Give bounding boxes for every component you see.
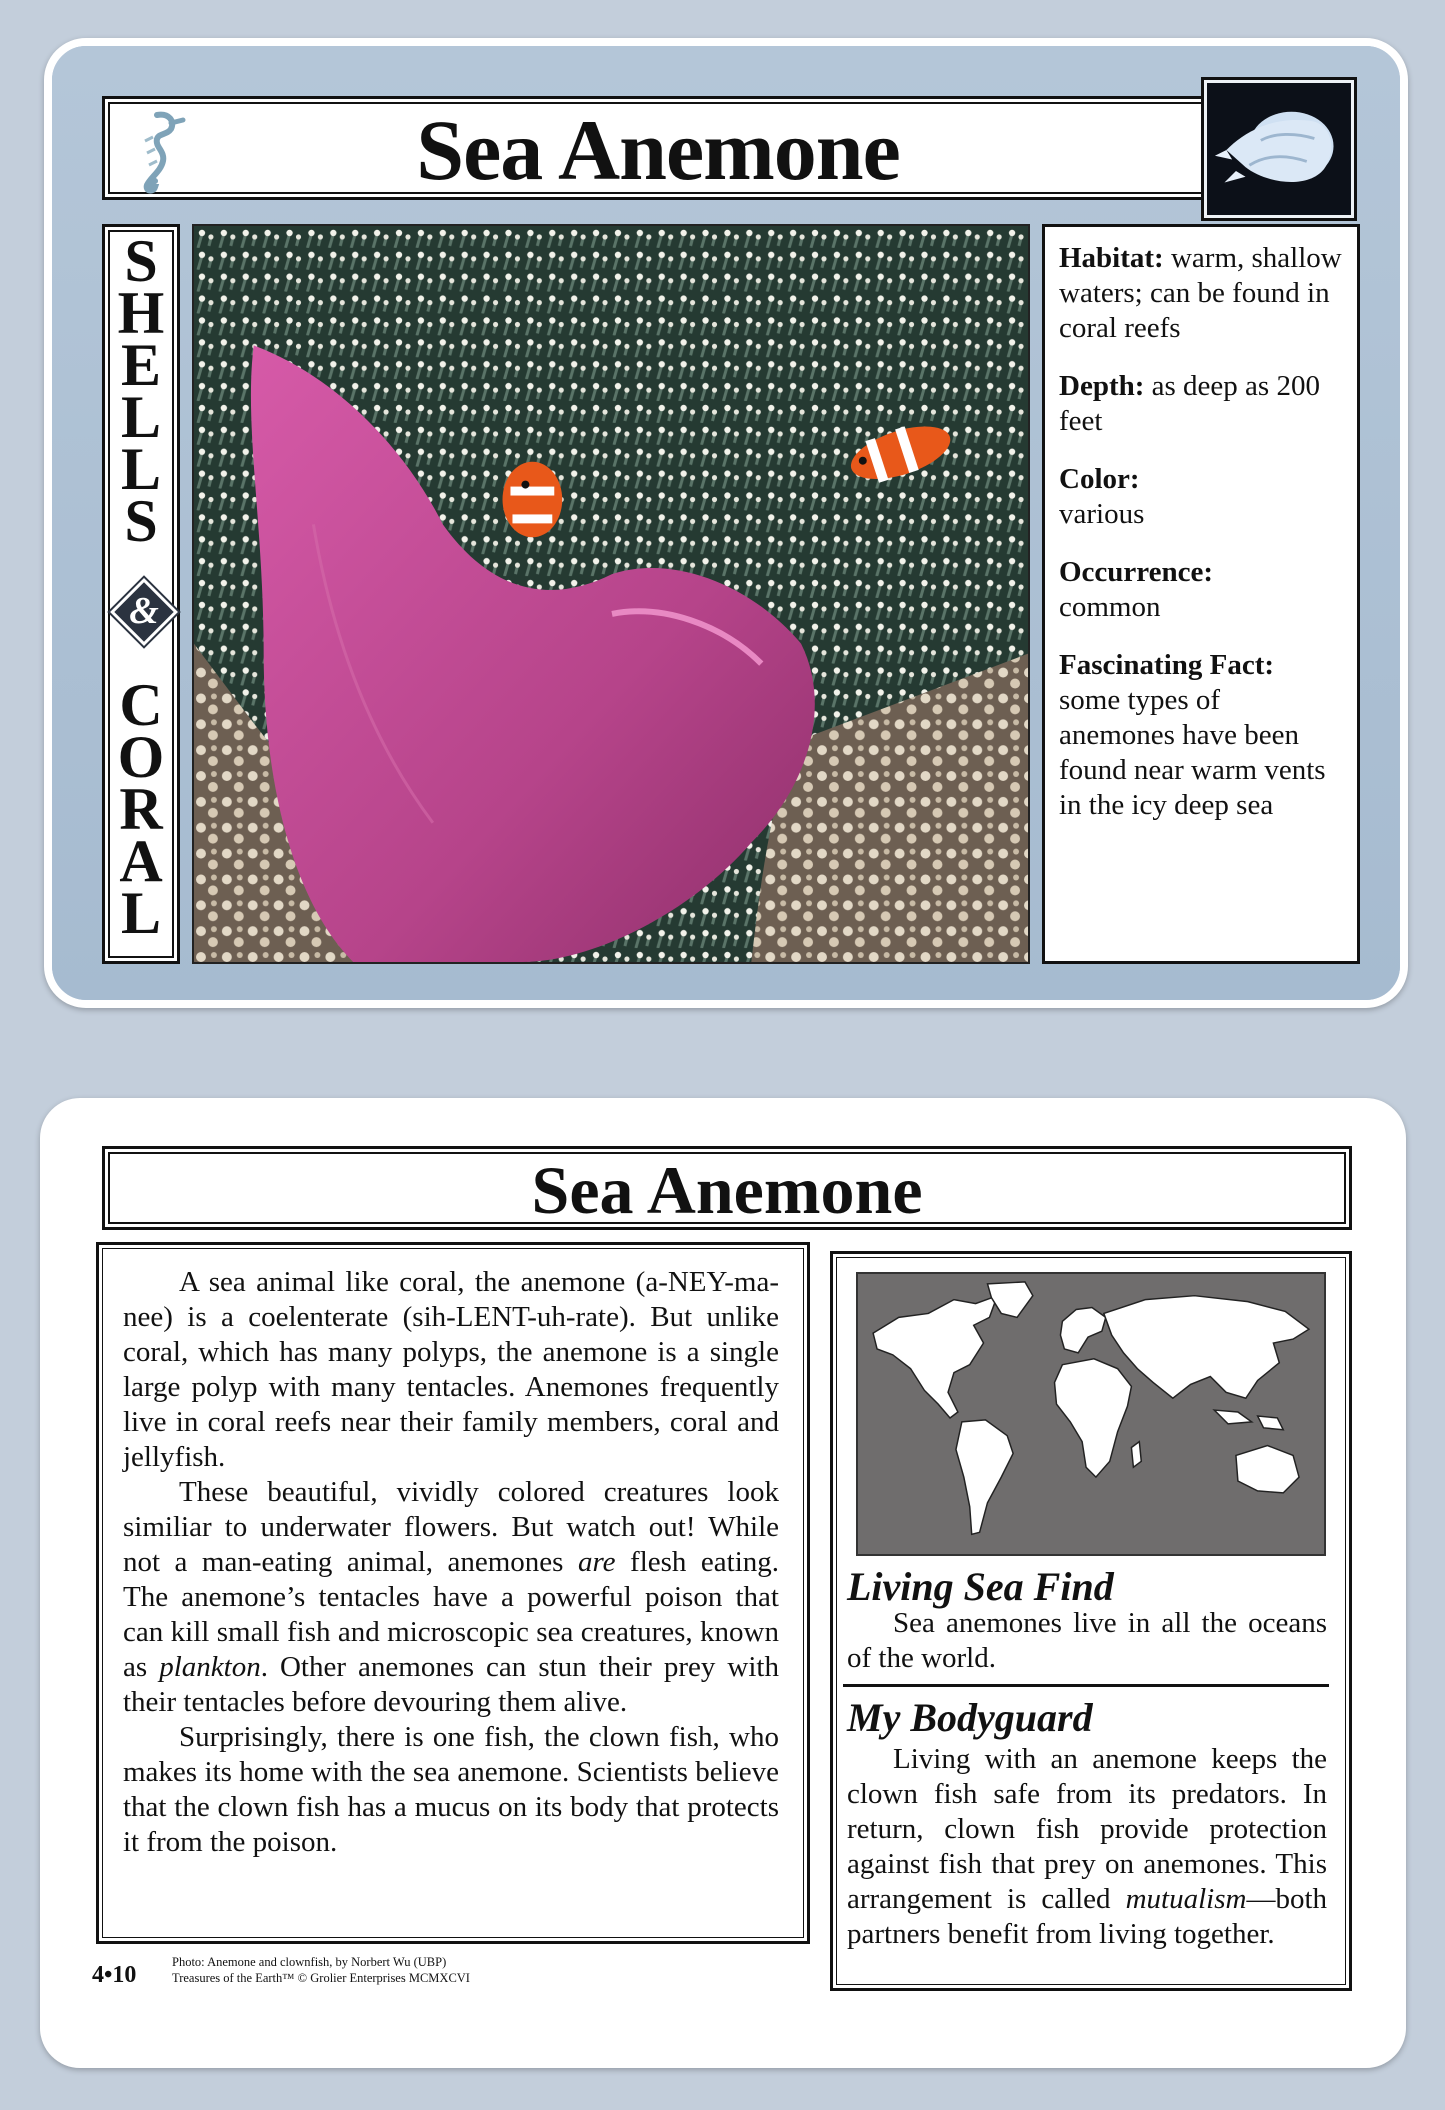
category-letter: L — [120, 880, 162, 946]
category-letter: O — [117, 724, 165, 790]
bodyguard-text: Living with an anemone keeps the clown fish safe from its predators. In return, clown fish provide protection against fish that prey on anemones. This arrangement is called mutualism—both partners benefit from living together. — [847, 1743, 1327, 1950]
category-letter: R — [119, 776, 163, 842]
world-map — [856, 1272, 1326, 1556]
fact-color: Color: various — [1059, 463, 1145, 530]
living-sea-find-text: Sea anemones live in all the oceans of the world. — [847, 1607, 1327, 1674]
photo-credits: Photo: Anemone and clownfish, by Norbert Wu (UBP) Treasures of the Earth™ © Grolier Enterprises MCMXCVI — [172, 1955, 470, 1985]
category-letter: C — [119, 672, 163, 738]
description-box — [96, 1242, 810, 1944]
category-label — [102, 224, 180, 964]
category-letter: L — [120, 384, 162, 450]
card-front — [44, 38, 1408, 1008]
clownfish-left — [503, 462, 563, 538]
front-title: Sea Anemone — [416, 102, 900, 198]
card-back — [40, 1098, 1406, 2068]
section-divider — [843, 1684, 1329, 1687]
fact-depth: Depth: as deep as 200 feet — [1059, 370, 1320, 437]
living-sea-find-heading: Living Sea Find — [847, 1564, 1114, 1609]
front-title-box — [102, 96, 1214, 200]
ampersand: & — [129, 590, 159, 632]
category-letter: S — [124, 228, 158, 294]
category-letter: E — [120, 332, 162, 398]
back-title-box — [102, 1146, 1352, 1230]
anemone-photo — [192, 224, 1030, 964]
fact-fascinating: Fascinating Fact: some types of anemones have been found near warm vents in the icy deep sea — [1059, 649, 1326, 821]
ampersand-diamond — [111, 579, 177, 645]
fact-occurrence: Occurrence: common — [1059, 556, 1214, 623]
paragraph-3: Surprisingly, there is one fish, the clown fish, who makes its home with the sea anemone. Scientists believe that the clown fish has a mucus on its body that protects it from the poison. — [123, 1721, 779, 1858]
bodyguard-heading: My Bodyguard — [847, 1695, 1093, 1740]
paragraph-1: A sea animal like coral, the anemone (a-NEY-ma-nee) is a coelenterate (sih-LENT-uh-rate). But unlike coral, which has many polyps, the anemone is a single large polyp with many tentacles. Anemones frequently live in coral reefs near their family members, coral and jellyfish. — [123, 1266, 779, 1473]
category-coral — [105, 672, 177, 946]
facts-panel — [1042, 224, 1360, 964]
category-letter: H — [117, 280, 165, 346]
category-letter: A — [119, 828, 163, 894]
category-letter: L — [120, 436, 162, 502]
category-letter: S — [124, 488, 158, 554]
paragraph-2: These beautiful, vividly colored creatures look similiar to underwater flowers. But watch out! While not a man-eating animal, anemones are flesh eating. The anemone’s tentacles have a powerful poison that can kill small fish and microscopic sea creatures, known as plankton. Other anemones can stun their prey with their tentacles before devouring them alive. — [123, 1476, 780, 1718]
back-title: Sea Anemone — [531, 1152, 923, 1228]
card-number: 4•10 — [92, 1962, 137, 1988]
conch-shell-icon — [1204, 80, 1354, 218]
fact-habitat: Habitat: warm, shallow waters; can be found in coral reefs — [1059, 242, 1342, 344]
sidebar-box — [830, 1251, 1352, 1991]
category-shells — [105, 228, 177, 554]
